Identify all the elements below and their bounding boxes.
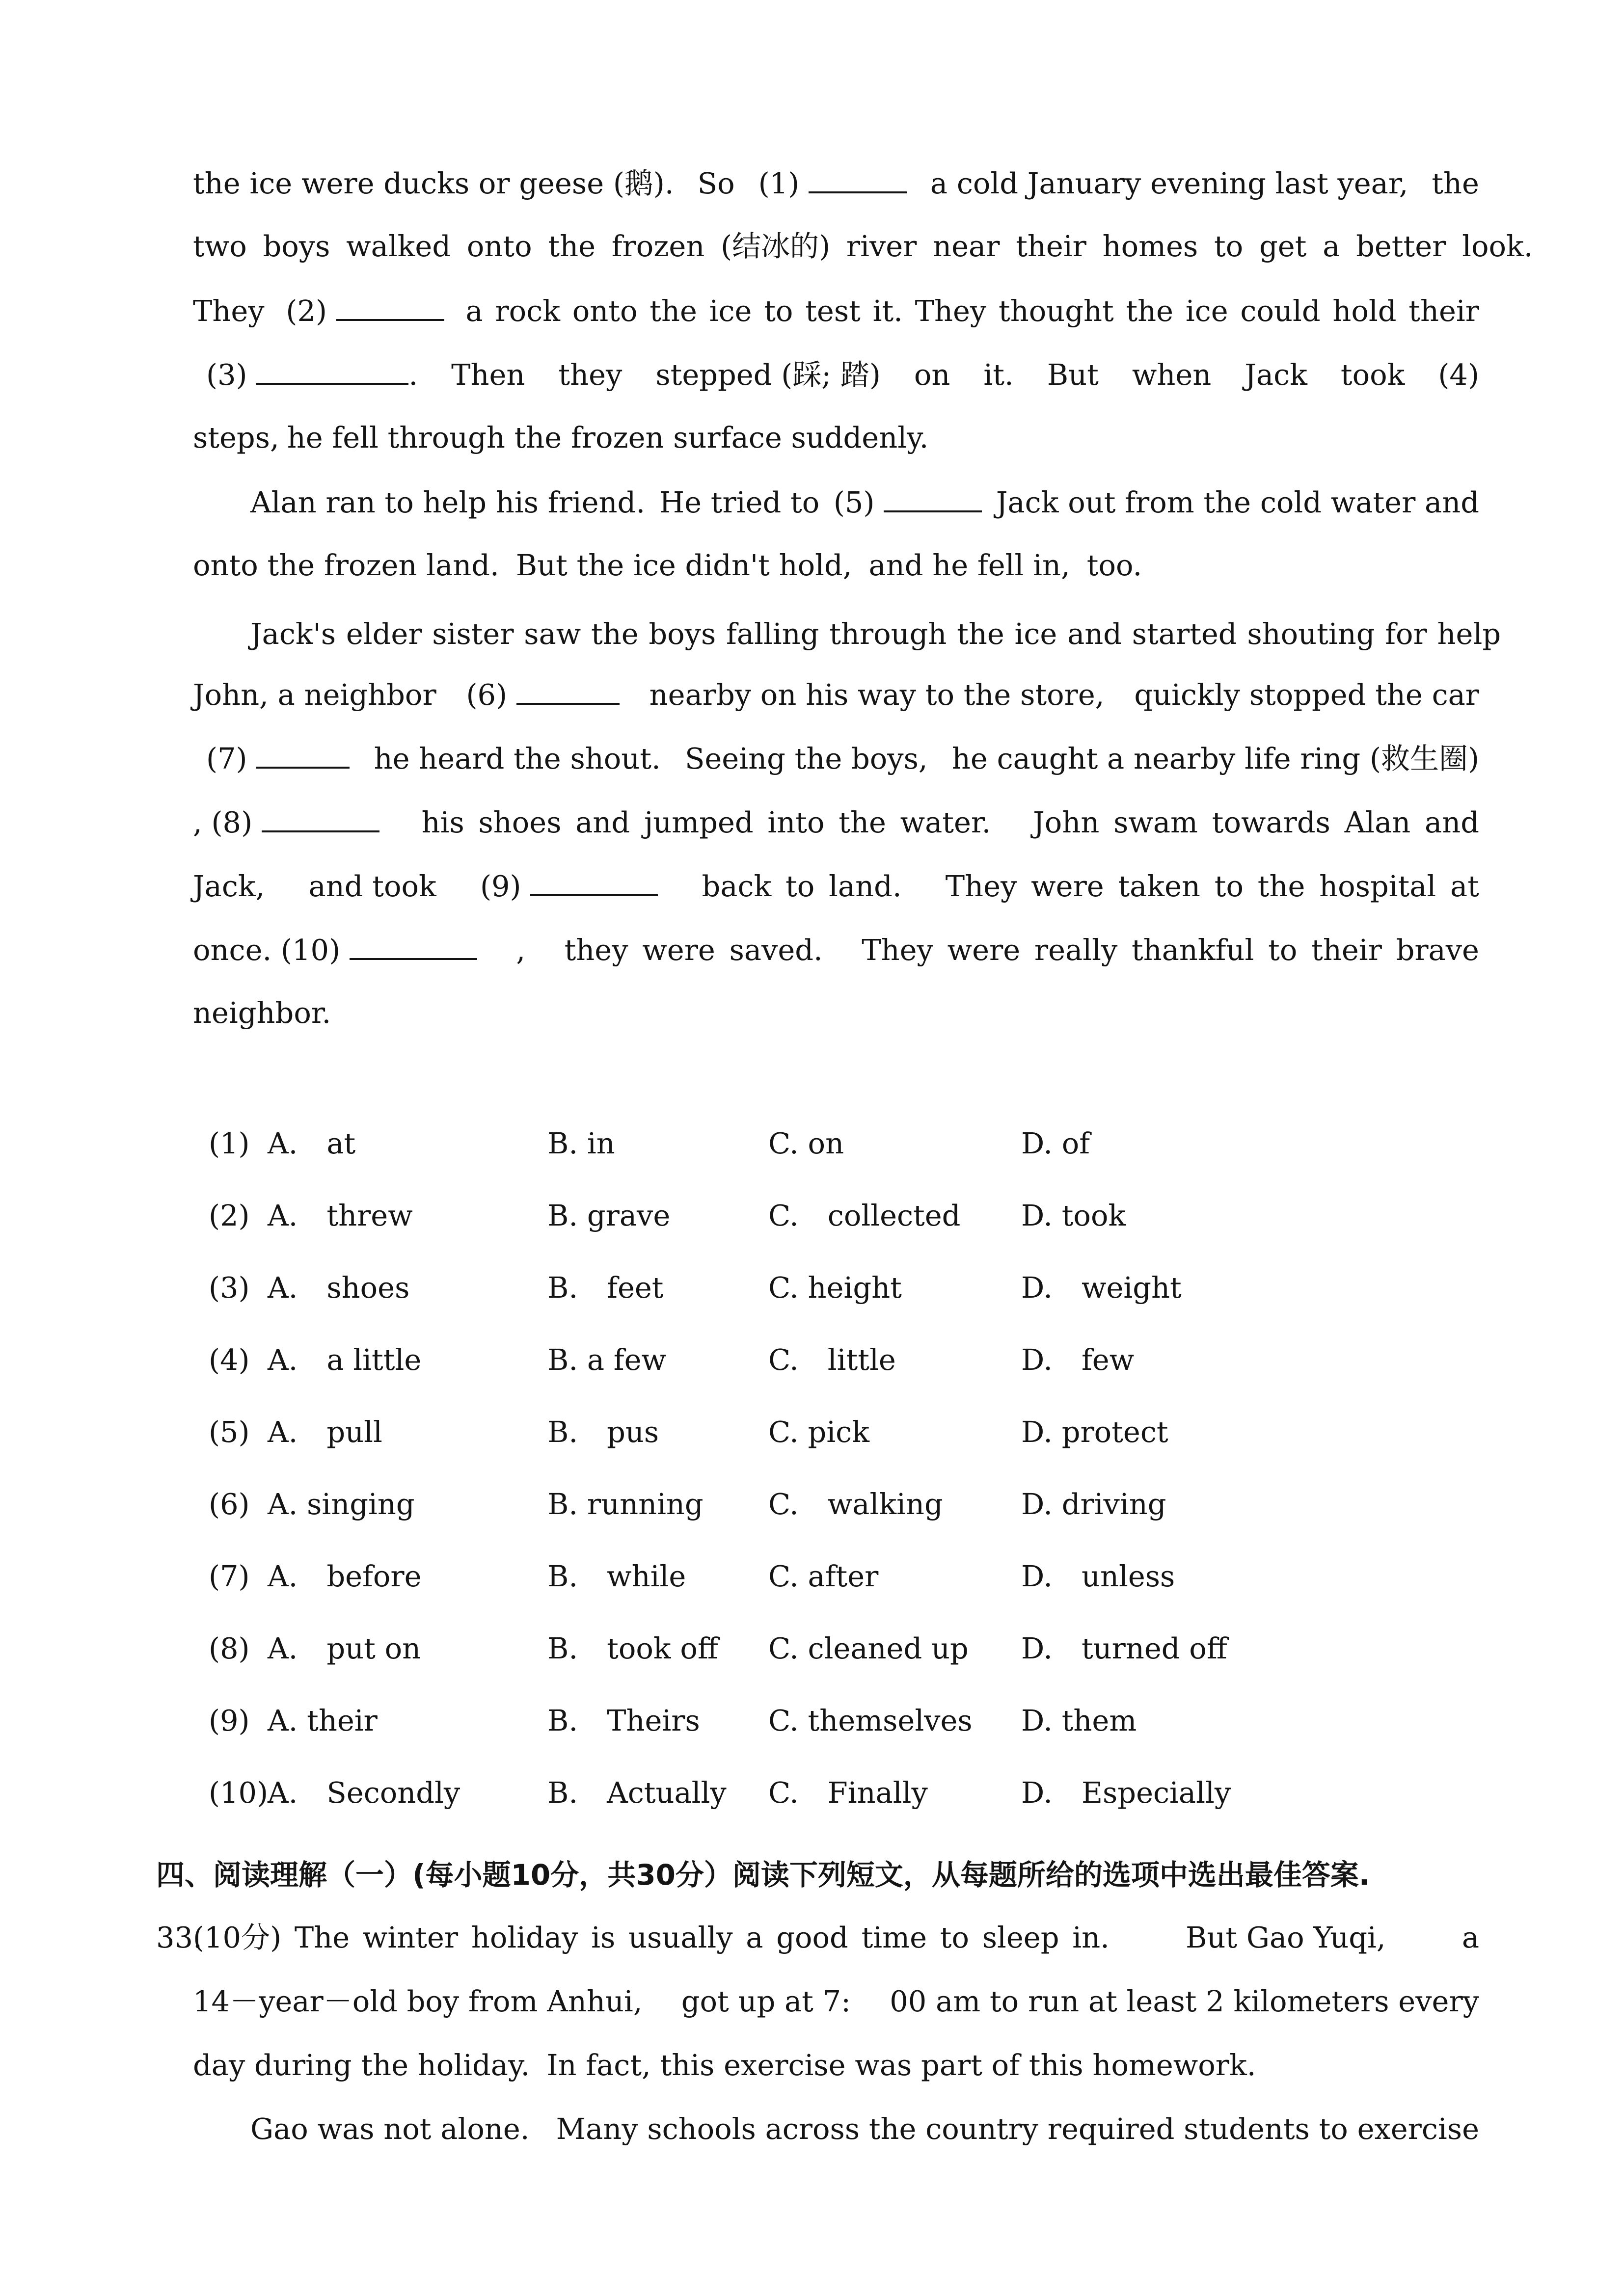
question-number: (8) <box>209 1631 250 1665</box>
text: back to land. <box>702 869 902 903</box>
text: onto the frozen land. <box>193 548 499 582</box>
text: He tried to <box>659 485 820 519</box>
option-b: B. pus <box>547 1415 659 1449</box>
passage-line <box>193 418 1479 457</box>
option-a: A. before <box>268 1559 422 1593</box>
blank-number: once. (10) <box>193 933 341 967</box>
text: 14－year－old boy from Anhui, <box>193 1984 643 2018</box>
blank-line <box>336 291 444 321</box>
text: day during the holiday. <box>193 2048 530 2082</box>
text: the <box>1432 166 1479 200</box>
text: a cold January evening last year, <box>930 166 1408 200</box>
question-number: (3) <box>209 1271 250 1305</box>
text: stepped (踩; 踏) <box>655 358 881 392</box>
option-b: B. while <box>547 1559 686 1593</box>
text: took <box>1340 358 1405 392</box>
passage-line <box>193 546 1479 585</box>
option-c: C. Finally <box>768 1776 928 1810</box>
text: Seeing the boys, <box>684 742 928 775</box>
blank-number: (1) <box>758 166 800 200</box>
question-number: (1) <box>209 1126 250 1160</box>
blank-line <box>516 674 620 705</box>
option-a: A. put on <box>268 1631 421 1665</box>
text: John swam towards Alan and <box>1033 805 1479 839</box>
option-d: D. few <box>1021 1343 1135 1377</box>
question-number: (5) <box>209 1415 250 1449</box>
option-b: B. feet <box>547 1271 664 1305</box>
text: Gao was not alone. <box>250 2112 530 2146</box>
text: John, a neighbor <box>193 678 436 712</box>
passage-line <box>193 291 1479 331</box>
option-d: D. unless <box>1021 1559 1175 1593</box>
option-a: A. at <box>268 1126 356 1160</box>
passage-line <box>193 993 1479 1033</box>
option-a: A. a little <box>268 1343 422 1377</box>
option-c: C. cleaned up <box>768 1631 969 1665</box>
text: he heard the shout. <box>374 742 661 775</box>
question-number: 33. <box>156 1921 202 1954</box>
option-c: C. on <box>768 1126 844 1160</box>
option-d: D. turned off <box>1021 1631 1227 1665</box>
blank-line <box>809 163 907 193</box>
text: quickly stopped the car <box>1134 678 1479 712</box>
blank-line <box>530 866 658 896</box>
passage-line <box>193 802 1479 842</box>
blank-group <box>193 802 379 842</box>
text: 00 am to run at least 2 kilometers every <box>890 1984 1479 2018</box>
text: the ice were ducks or geese (鹅). <box>193 166 674 200</box>
text: steps, <box>193 421 279 454</box>
passage-line <box>193 2046 1479 2085</box>
option-c: C. themselves <box>768 1704 973 1737</box>
text: But the ice didn't hold, <box>515 548 852 582</box>
blank-line <box>350 930 477 960</box>
option-c: C. pick <box>768 1415 869 1449</box>
text: Then <box>451 358 525 392</box>
text: they <box>558 358 623 392</box>
passage-line <box>193 163 1479 203</box>
passage-line <box>193 930 1479 970</box>
option-a: A. threw <box>268 1199 413 1232</box>
text: . <box>408 358 418 392</box>
option-b: B. grave <box>547 1199 671 1232</box>
question-number: (6) <box>209 1487 250 1521</box>
option-d: D. of <box>1021 1126 1090 1160</box>
passage-line <box>193 1918 1479 1957</box>
option-c: C. little <box>768 1343 896 1377</box>
text: But <box>1047 358 1099 392</box>
blank-group <box>834 482 982 522</box>
question-number: (4) <box>209 1343 250 1377</box>
text: and he fell in, <box>868 548 1070 582</box>
option-a: A. their <box>268 1704 378 1737</box>
text: he caught a nearby life ring (救生圈) <box>951 742 1479 775</box>
blank-group <box>206 738 350 778</box>
option-c: C. after <box>768 1559 879 1593</box>
passage-line <box>250 2109 1479 2149</box>
blank-group <box>758 163 907 203</box>
blank-number: (9) <box>480 869 521 903</box>
option-d: D. driving <box>1021 1487 1166 1521</box>
blank-number: (3) <box>206 358 247 392</box>
text: he fell through the frozen surface suddenly. <box>287 421 929 454</box>
option-d: D. protect <box>1021 1415 1168 1449</box>
passage-line <box>193 1982 1479 2021</box>
blank-number: (5) <box>833 485 875 519</box>
text: So <box>697 166 735 200</box>
passage-line <box>250 614 1501 654</box>
blank-group <box>206 354 418 395</box>
blank-group <box>193 930 477 970</box>
text: They <box>193 294 265 328</box>
option-a: A. pull <box>268 1415 382 1449</box>
blank-number: (7) <box>206 742 247 775</box>
section-heading: 四、阅读理解（一）(每小题10分，共30分）阅读下列短文，从每题所给的选项中选出最佳答案. <box>156 1858 1370 1892</box>
passage-line <box>250 482 1479 522</box>
blank-line <box>262 802 379 832</box>
option-d: D. them <box>1021 1704 1137 1737</box>
option-d: D. took <box>1021 1199 1126 1232</box>
text: In fact, this exercise was part of this homework. <box>546 2048 1256 2082</box>
option-b: B. took off <box>547 1631 718 1665</box>
text: they were saved. <box>564 933 823 967</box>
option-a: A. singing <box>268 1487 415 1521</box>
text: and took <box>308 869 436 903</box>
option-b: B. Actually <box>547 1776 727 1810</box>
option-d: D. weight <box>1021 1271 1182 1305</box>
passage-line <box>193 674 1479 715</box>
option-b: B. in <box>547 1126 615 1160</box>
text: They were really thankful to their brave <box>862 933 1479 967</box>
question-number: (10) <box>209 1776 269 1810</box>
passage-line <box>206 738 1479 778</box>
option-b: B. Theirs <box>547 1704 700 1737</box>
option-c: C. walking <box>768 1487 943 1521</box>
question-number: (7) <box>209 1559 250 1593</box>
text: got up at 7: <box>681 1984 851 2018</box>
option-c: C. height <box>768 1271 902 1305</box>
option-d: D. Especially <box>1021 1776 1231 1810</box>
blank-number: (6) <box>466 678 508 712</box>
text: too. <box>1086 548 1142 582</box>
text: (10分) The winter holiday is usually a good time to sleep in. <box>193 1921 1110 1954</box>
text: Jack, <box>193 869 265 903</box>
text: They were taken to the hospital at <box>945 869 1479 903</box>
option-a: A. Secondly <box>268 1776 460 1810</box>
passage-line <box>206 354 1479 395</box>
text: it. <box>983 358 1014 392</box>
passage-line <box>193 227 1533 266</box>
text: when <box>1132 358 1212 392</box>
blank-group <box>480 866 658 906</box>
blank-line <box>256 738 350 769</box>
text: his shoes and jumped into the water. <box>421 805 991 839</box>
question-number: (2) <box>209 1199 250 1232</box>
blank-group <box>466 674 619 715</box>
text: a rock onto the ice to test it. They thought the ice could hold their <box>465 294 1479 328</box>
text: Jack's elder sister saw the boys falling through the ice and started shouting for help <box>250 617 1501 651</box>
blank-group <box>286 291 444 331</box>
text: Alan ran to help his friend. <box>250 485 646 519</box>
option-c: C. collected <box>768 1199 961 1232</box>
option-b: B. running <box>547 1487 704 1521</box>
blank-number: , (8) <box>193 805 253 839</box>
text: But Gao Yuqi, <box>1186 1921 1386 1954</box>
text: (4) <box>1438 358 1479 392</box>
text: nearby on his way to the store, <box>649 678 1105 712</box>
option-a: A. shoes <box>268 1271 410 1305</box>
blank-line <box>256 354 408 385</box>
text: , <box>516 933 526 967</box>
text: on <box>914 358 950 392</box>
passage-line <box>193 866 1479 906</box>
text: Jack <box>1245 358 1307 392</box>
text: two boys walked onto the frozen (结冰的) river near their homes to get a better look. <box>193 229 1533 263</box>
text: neighbor. <box>193 996 331 1030</box>
blank-line <box>884 482 982 512</box>
text: Jack out from the cold water and <box>996 485 1479 519</box>
question-number: (9) <box>209 1704 250 1737</box>
blank-number: (2) <box>286 294 327 328</box>
text: Many schools across the country required students to exercise <box>556 2112 1479 2146</box>
text: a <box>1462 1921 1479 1954</box>
option-b: B. a few <box>547 1343 667 1377</box>
